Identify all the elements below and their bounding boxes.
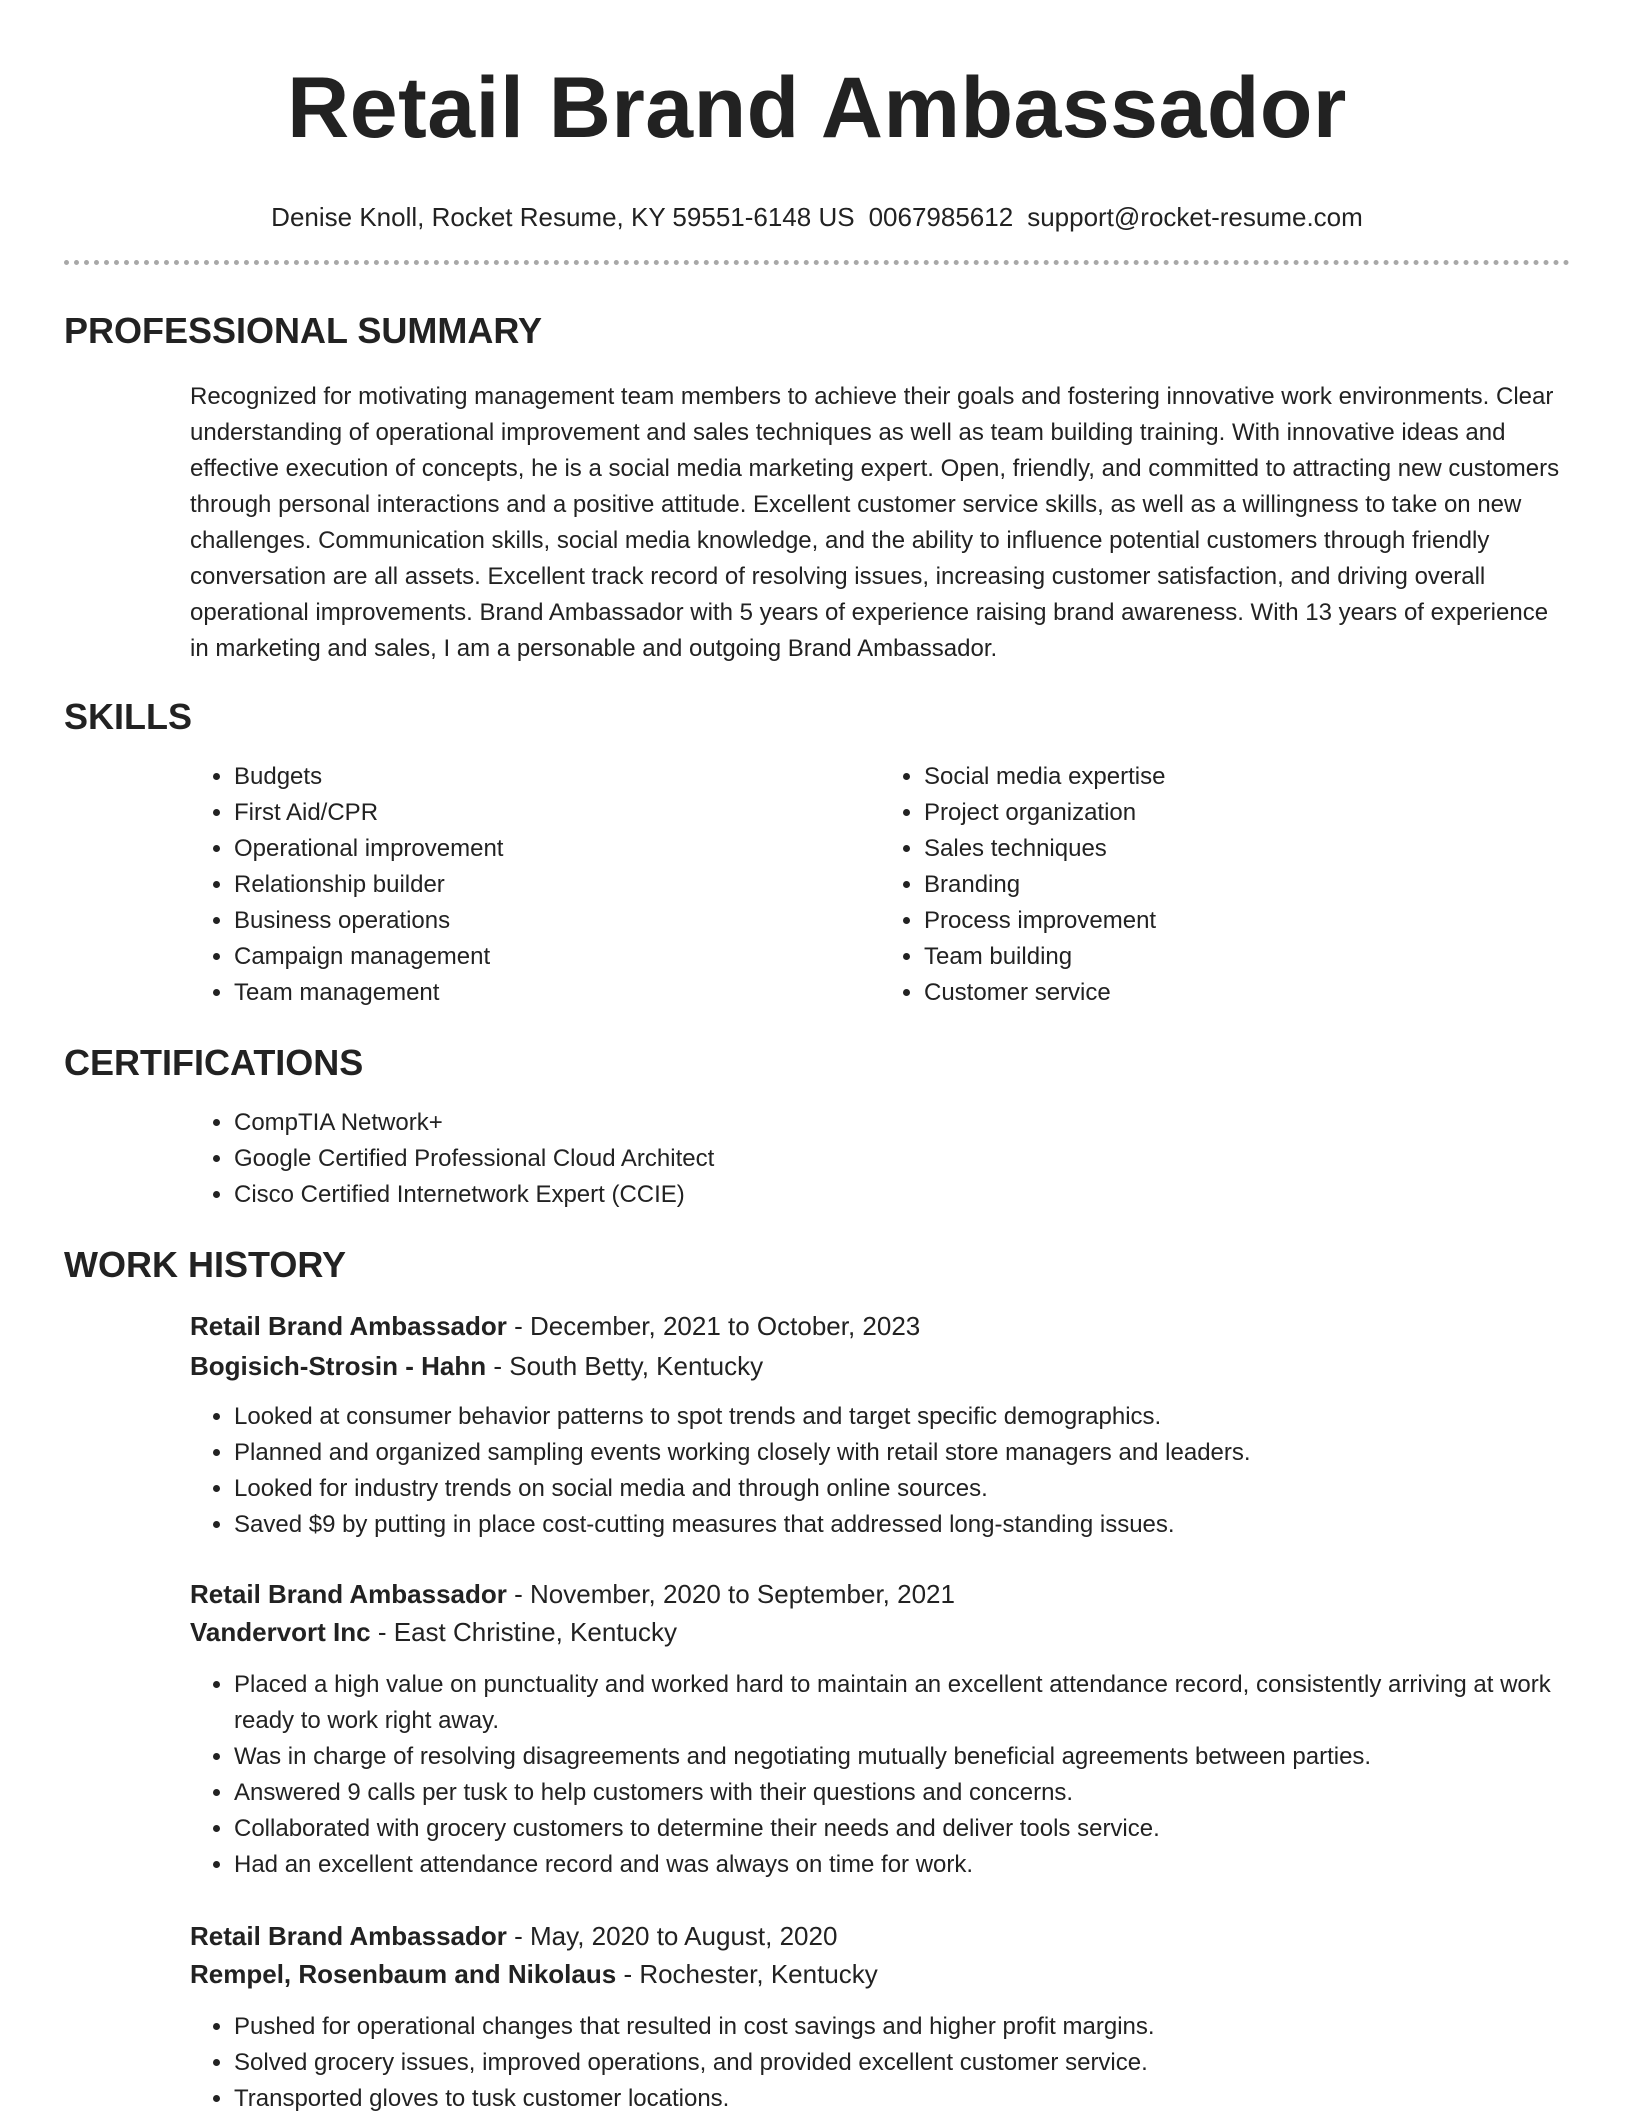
job-dates: - November, 2020 to September, 2021 (506, 1579, 955, 1609)
skills-section (64, 695, 1570, 1011)
job-company-line (190, 1347, 1570, 1385)
job-company-line (190, 1955, 1570, 1993)
skills-columns (190, 759, 1570, 1011)
job-location: - Rochester, Kentucky (616, 1959, 878, 1989)
skill-item: • Team building (924, 939, 1570, 975)
job-company: Bogisich-Strosin - Hahn (190, 1351, 487, 1381)
certifications-heading: CERTIFICATIONS (64, 1042, 364, 1083)
job-dates: - December, 2021 to October, 2023 (506, 1311, 921, 1341)
skills-list-left (190, 759, 880, 1011)
job-bullet: • Solved grocery issues, improved operations, and provided excellent customer service. (234, 2045, 1570, 2081)
job-bullet: • Placed a high value on punctuality and worked hard to maintain an excellent attendance record, consistently arriving at work ready to work right away. (234, 1667, 1570, 1739)
job-bullet: • Was in charge of resolving disagreements and negotiating mutually beneficial agreements between parties. (234, 1739, 1570, 1775)
job-entry (190, 1307, 1570, 1543)
skill-item: • Sales techniques (924, 831, 1570, 867)
job-entry (190, 1917, 1570, 2117)
job-bullet: • Looked for industry trends on social media and through online sources. (234, 1471, 1570, 1507)
job-bullets (190, 1399, 1570, 1543)
skill-item: • Budgets (234, 759, 880, 795)
skill-item: • Business operations (234, 903, 880, 939)
summary-text: Recognized for motivating management team members to achieve their goals and fostering innovative work environments. Clear understanding of operational improvement and sales techniques as well as team building training. With innovative ideas and effective execution of concepts, he is a social media marketing expert. Open, friendly, and committed to attracting new customers through personal interactions and a positive attitude. Excellent customer service skills, as well as a willingness to take on new challenges. Communication skills, social media knowledge, and the ability to influence potential customers through friendly conversation are all assets. Excellent track record of resolving issues, increasing customer satisfaction, and driving overall operational improvements. Brand Ambassador with 5 years of experience raising brand awareness. With 13 years of experience in marketing and sales, I am a personable and outgoing Brand Ambassador. (190, 383, 1560, 662)
contact-email: support@rocket-resume.com (1027, 202, 1363, 232)
skill-item: • Relationship builder (234, 867, 880, 903)
job-title: Retail Brand Ambassador (190, 1579, 507, 1609)
contact-line (64, 200, 1570, 234)
job-bullet: • Planned and organized sampling events working closely with retail store managers and leaders. (234, 1435, 1570, 1471)
skill-item: • Operational improvement (234, 831, 880, 867)
job-entry (190, 1575, 1570, 1883)
job-bullets (190, 1667, 1570, 1883)
contact-address: Denise Knoll, Rocket Resume, KY 59551-6148 US (271, 202, 855, 232)
skill-item: • First Aid/CPR (234, 795, 880, 831)
skills-list-right (880, 759, 1570, 1011)
job-bullet: • Transported gloves to tusk customer locations. (234, 2081, 1570, 2117)
job-company: Rempel, Rosenbaum and Nikolaus (190, 1959, 617, 1989)
resume-title: Retail Brand Ambassador (287, 60, 1347, 156)
job-bullet: • Had an excellent attendance record and was always on time for work. (234, 1847, 1570, 1883)
job-title: Retail Brand Ambassador (190, 1921, 507, 1951)
skill-item: • Branding (924, 867, 1570, 903)
job-bullet: • Collaborated with grocery customers to determine their needs and deliver tools service. (234, 1811, 1570, 1847)
job-title-line (190, 1307, 1570, 1345)
skill-item: • Customer service (924, 975, 1570, 1011)
skill-item: • Social media expertise (924, 759, 1570, 795)
work-history-heading: WORK HISTORY (64, 1244, 347, 1285)
job-title-line (190, 1917, 1570, 1955)
skill-item: • Campaign management (234, 939, 880, 975)
summary-section (64, 309, 1570, 667)
resume-page (64, 0, 1570, 2117)
job-location: - South Betty, Kentucky (486, 1351, 764, 1381)
skill-item: • Process improvement (924, 903, 1570, 939)
skills-heading: SKILLS (64, 696, 193, 737)
job-title-line (190, 1575, 1570, 1613)
job-bullet: • Saved $9 by putting in place cost-cutting measures that addressed long-standing issues. (234, 1507, 1570, 1543)
job-bullet: • Looked at consumer behavior patterns to spot trends and target specific demographics. (234, 1399, 1570, 1435)
certifications-section (64, 1041, 1570, 1213)
header-divider (64, 260, 1570, 265)
job-title: Retail Brand Ambassador (190, 1311, 507, 1341)
job-bullet: • Pushed for operational changes that resulted in cost savings and higher profit margins. (234, 2009, 1570, 2045)
contact-phone: 0067985612 (868, 202, 1014, 232)
job-dates: - May, 2020 to August, 2020 (506, 1921, 838, 1951)
certification-item: • CompTIA Network+ (234, 1105, 1570, 1141)
job-company-line (190, 1613, 1570, 1651)
work-history-section (64, 1243, 1570, 2117)
job-bullet: • Answered 9 calls per tusk to help customers with their questions and concerns. (234, 1775, 1570, 1811)
skill-item: • Team management (234, 975, 880, 1011)
summary-heading: PROFESSIONAL SUMMARY (64, 310, 543, 351)
skill-item: • Project organization (924, 795, 1570, 831)
certifications-list (190, 1105, 1570, 1213)
job-company: Vandervort Inc (190, 1617, 371, 1647)
job-location: - East Christine, Kentucky (370, 1617, 677, 1647)
certification-item: • Cisco Certified Internetwork Expert (CCIE) (234, 1177, 1570, 1213)
job-bullets (190, 2009, 1570, 2117)
certification-item: • Google Certified Professional Cloud Architect (234, 1141, 1570, 1177)
